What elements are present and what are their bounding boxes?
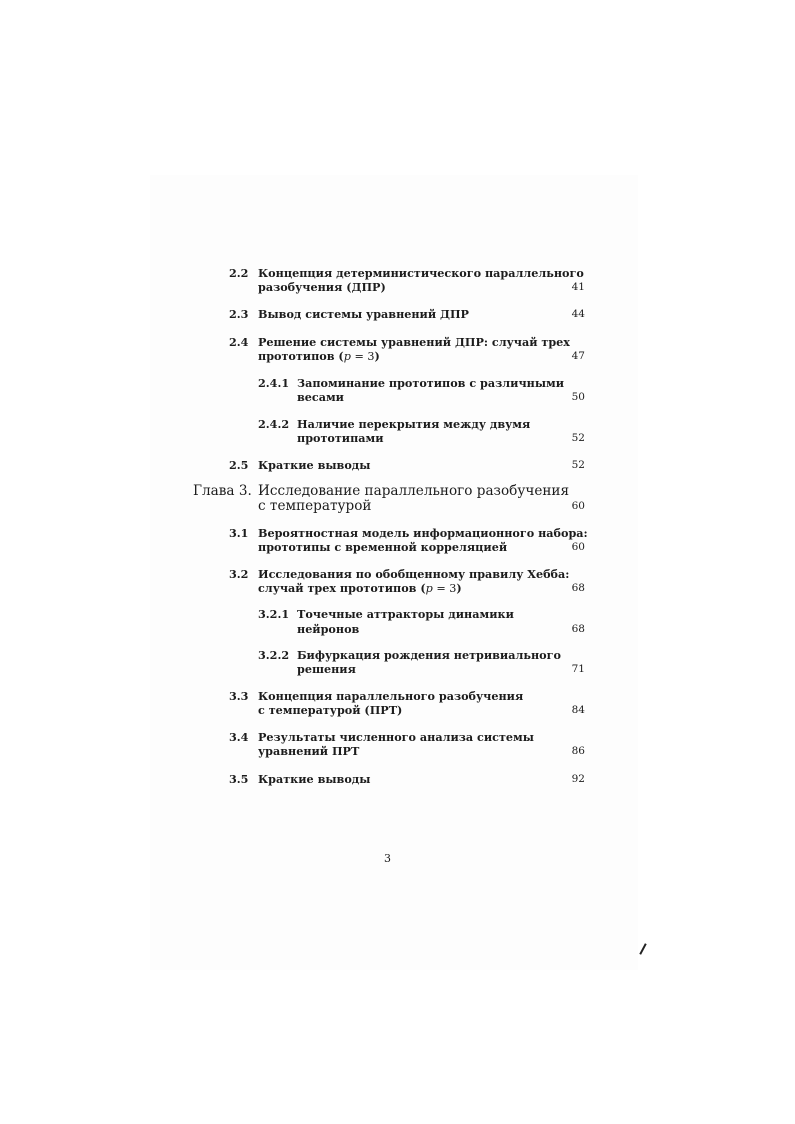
toc-title-line: Вывод системы уравнений ДПР: [258, 307, 469, 321]
toc-number: 2.4: [229, 335, 249, 349]
toc-title-line: с температурой (ПРТ): [258, 703, 403, 717]
toc-title-line: решения: [297, 662, 356, 676]
toc-number: 3.4: [229, 730, 249, 744]
toc-number: 2.2: [229, 266, 249, 280]
toc-title-line: Вероятностная модель информационного набора:: [258, 526, 588, 540]
toc-title-line: прототипы с временной корреляцией: [258, 540, 508, 554]
toc-number: 3.2.2: [258, 648, 290, 662]
toc-title-line: уравнений ПРТ: [258, 744, 360, 758]
toc-title-line: Концепция детерминистического параллельного: [258, 266, 584, 280]
toc-title-line: нейронов: [297, 622, 360, 636]
toc-title-line: Результаты численного анализа системы: [258, 730, 534, 744]
toc-title-line: Исследования по обобщенному правилу Хебба:: [258, 567, 570, 581]
toc-number: 3.5: [229, 772, 249, 786]
toc-title-line: Точечные аттракторы динамики: [297, 607, 514, 621]
toc-page-number: 41: [571, 281, 585, 293]
toc-page-number: 68: [571, 623, 585, 635]
toc-title-line: Краткие выводы: [258, 772, 371, 786]
chapter-title-line: Исследование параллельного разобучения: [258, 483, 570, 499]
toc-page-number: 68: [571, 582, 585, 594]
toc-page-number: 52: [571, 432, 585, 444]
toc-title-line: Запоминание прототипов с различными: [297, 376, 565, 390]
toc-number: 2.5: [229, 458, 249, 472]
toc-number: 3.2.1: [258, 607, 290, 621]
toc-page-number: 92: [571, 773, 585, 785]
toc-title-line: случай трех прототипов (p = 3): [258, 581, 462, 595]
toc-number: 2.4.1: [258, 376, 290, 390]
toc-page-number: 60: [571, 500, 585, 512]
toc-page-number: 44: [571, 308, 585, 320]
toc-title-line: Краткие выводы: [258, 458, 371, 472]
math-expression: p: [343, 350, 351, 363]
toc-number: 3.2: [229, 567, 249, 581]
toc-title-line: Наличие перекрытия между двумя: [297, 417, 531, 431]
toc-page-number: 60: [571, 541, 585, 553]
toc-page-number: 86: [571, 745, 585, 757]
toc-page-number: 52: [571, 459, 585, 471]
toc-title-line: разобучения (ДПР): [258, 280, 386, 294]
toc-number: 3.3: [229, 689, 249, 703]
toc-title-line: Бифуркация рождения нетривиального: [297, 648, 561, 662]
chapter-number: Глава 3.: [193, 483, 252, 499]
page-number: 3: [384, 852, 391, 865]
toc-title-line: весами: [297, 390, 344, 404]
toc-page-number: 84: [571, 704, 585, 716]
toc-number: 2.3: [229, 307, 249, 321]
toc-title-line: Решение системы уравнений ДПР: случай трех: [258, 335, 570, 349]
toc-title-line: прототипами: [297, 431, 384, 445]
chapter-title-line: с температурой: [258, 498, 372, 514]
toc-number: 3.1: [229, 526, 249, 540]
toc-page-number: 71: [571, 663, 585, 675]
toc-page-number: 47: [571, 350, 585, 362]
math-expression: p: [425, 582, 433, 595]
toc-title-line: прототипов (p = 3): [258, 349, 380, 363]
toc-page-number: 50: [571, 391, 585, 403]
toc-number: 2.4.2: [258, 417, 290, 431]
toc-title-line: Концепция параллельного разобучения: [258, 689, 524, 703]
pen-mark: [639, 943, 646, 955]
